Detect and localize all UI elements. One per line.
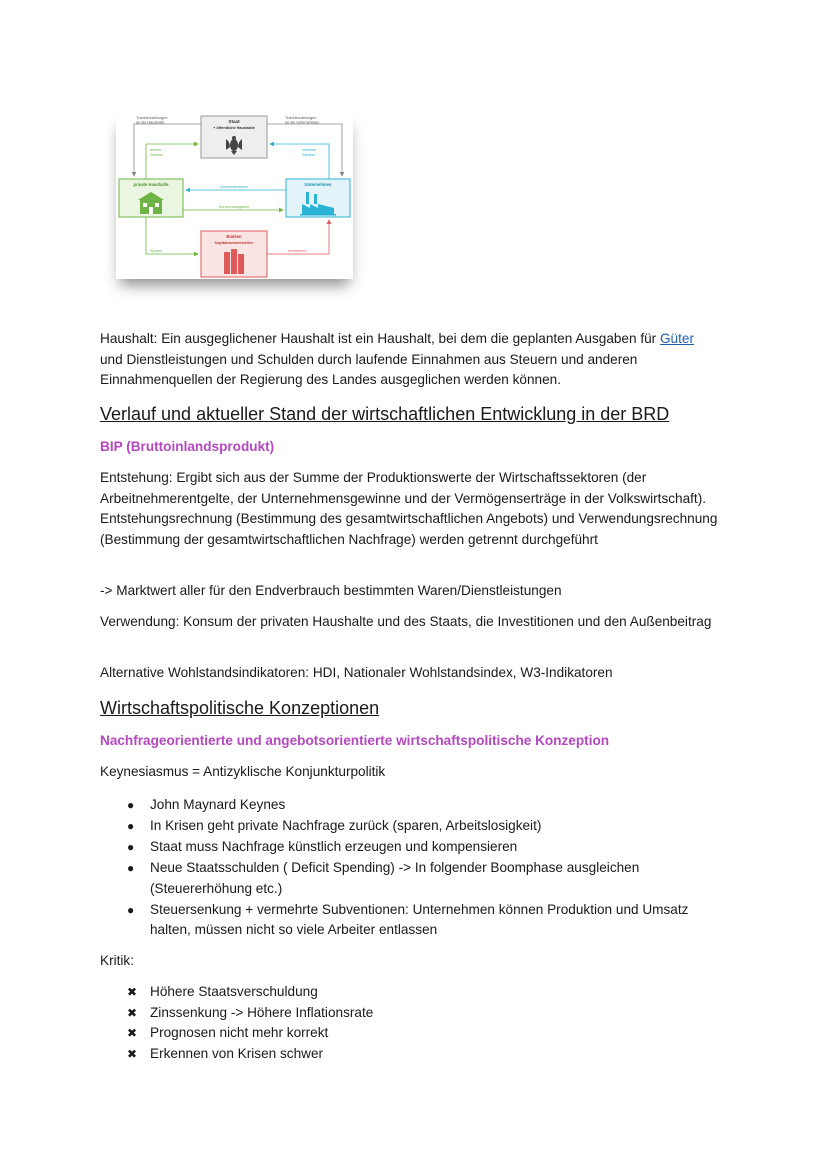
bullet-item-text: In Krisen geht private Nachfrage zurück (sparen, Arbeitslosigkeit): [150, 818, 542, 834]
entstehung-paragraph: Entstehung: Ergibt sich aus der Summe der Produktionswerte der Wirtschaftssektoren (der Arbeitnehmerentgelte, der Unternehmensgewinne und der Vermögenserträge in der Volkswirtschaft). Entstehungsrechnung (Bestimmung des gesamtwirtschaftlichen Angebots) und Verwendungsrechnung (Bestimmung der gesamtwirtschaftlichen Nachfrage) werden getrennt durchgeführt: [100, 470, 718, 547]
kritik-item: [100, 1003, 720, 1024]
bullet-item: [100, 837, 720, 858]
bullet-item-text: Steuersenkung + vermehrte Subventionen: Unternehmen können Produktion und Umsatz halten, müssen nicht so viele Arbeiter entlassen: [150, 901, 689, 938]
verwendung-paragraph: Verwendung: Konsum der privaten Haushalte und des Staats, die Investitionen und den Außenbeitrag: [100, 614, 712, 629]
bullet-item: [100, 900, 720, 941]
bullet-item-marker-icon: ●: [127, 798, 135, 812]
haushalte-title: private Haushalte: [133, 182, 169, 187]
bullet-item: [100, 816, 720, 837]
bullet-item-marker-icon: ●: [127, 840, 135, 855]
gueter-link[interactable]: Güter: [659, 331, 694, 346]
flow-sparen: [146, 217, 198, 254]
node-unternehmen: [286, 179, 350, 217]
haushalt-paragraph: [100, 329, 720, 391]
haushalt-text-end: und Dienstleistungen und Schulden durch laufende Einnahmen aus Steuern und anderen Einnahmenquellen der Regierung des Landes ausgeglichen werden können.: [100, 351, 638, 387]
bullet-item: [100, 795, 720, 816]
direkte-label-2: Steuern: [150, 153, 164, 157]
konsumausgaben-label: Konsumausgaben: [218, 205, 250, 209]
transfer-unternehmen-label-2: an die Unternehmen: [285, 120, 320, 125]
volkseinkommen-label: Volkseinkommen: [219, 185, 249, 189]
kritik-label: Kritik:: [100, 953, 134, 968]
kritik-item-text: Höhere Staatsverschuldung: [150, 984, 318, 999]
flow-transfer-unternehmen: [267, 116, 342, 176]
sparen-label: Sparen: [150, 249, 163, 253]
flow-volkseinkommen: [186, 185, 286, 190]
indirekte-label-1: indirekte: [302, 148, 317, 152]
heading-konzeptionen: Wirtschaftspolitische Konzeptionen: [100, 698, 380, 718]
kritik-item-marker-icon: ✖: [127, 1046, 138, 1061]
kritik-item-marker-icon: ✖: [127, 1026, 138, 1040]
staat-title: Staat: [228, 119, 240, 124]
subheading-konzeption: Nachfrageorientierte und angebotsorientierte wirtschaftspolitische Konzeption: [100, 733, 610, 748]
node-staat: [201, 116, 267, 158]
marktwert-paragraph: -> Marktwert aller für den Endverbrauch bestimmten Waren/Dienstleistungen: [100, 583, 562, 598]
transfer-haushalte-label-1: Transferzahlungen: [136, 116, 168, 120]
flow-direkte-steuern: [146, 144, 198, 179]
banken-subtitle: Kapitalsammelstellen: [214, 241, 254, 245]
subheading-bip: BIP (Bruttoinlandsprodukt): [100, 439, 275, 454]
bullet-item: [100, 858, 720, 899]
bullet-item-marker-icon: ●: [127, 902, 135, 917]
indirekte-label-2: Steuern: [302, 153, 316, 157]
kritik-item: [100, 1023, 720, 1044]
investieren-label: Investieren: [288, 249, 307, 253]
circular-flow-svg: [116, 114, 353, 279]
node-haushalte: [119, 179, 183, 217]
keynes-bullet-list: [100, 795, 720, 941]
kritik-item-marker-icon: ✖: [127, 985, 138, 999]
flow-konsumausgaben: [183, 205, 283, 210]
transfer-haushalte-label-2: an die Haushalte: [136, 120, 165, 125]
banken-title: Banken: [226, 234, 242, 239]
kritik-list: [100, 982, 720, 1064]
bullet-item-text: Neue Staatsschulden ( Deficit Spending) -> In folgender Boomphase ausgleichen (Steuererhöhung etc.): [150, 860, 640, 896]
flow-transfer-haushalte: [134, 116, 201, 176]
kritik-item-text: Prognosen nicht mehr korrekt: [150, 1025, 329, 1040]
node-banken: [201, 231, 267, 277]
heading-verlauf: Verlauf und aktueller Stand der wirtschaftlichen Entwicklung in der BRD: [100, 404, 670, 424]
alternative-paragraph: Alternative Wohlstandsindikatoren: HDI, Nationaler Wohlstandsindex, W3-Indikatoren: [100, 665, 613, 680]
circular-flow-diagram: [116, 114, 353, 279]
bullet-item-marker-icon: ●: [127, 861, 135, 876]
kritik-item-text: Erkennen von Krisen schwer: [150, 1045, 324, 1061]
haushalt-text-start: Haushalt: Ein ausgeglichener Haushalt ist ein Haushalt, bei dem die geplanten Ausgaben für: [100, 331, 660, 346]
direkte-label-1: direkte: [150, 148, 162, 152]
kritik-item: [100, 1044, 720, 1065]
keynes-paragraph: Keynesiasmus = Antizyklische Konjunkturpolitik: [100, 764, 386, 779]
bullet-item-text: Staat muss Nachfrage künstlich erzeugen und kompensieren: [150, 839, 518, 855]
transfer-unternehmen-label-1: Transferzahlungen: [285, 116, 317, 120]
unternehmen-title: Unternehmen: [304, 182, 332, 187]
bullet-item-marker-icon: ●: [127, 819, 135, 834]
staat-subtitle: + öffentliche Haushalte: [213, 126, 255, 130]
kritik-item: [100, 982, 720, 1003]
bullet-item-text: John Maynard Keynes: [150, 797, 286, 812]
flow-investieren: [267, 220, 329, 254]
kritik-item-text: Zinssenkung -> Höhere Inflationsrate: [150, 1004, 374, 1020]
flow-indirekte-steuern: [270, 144, 329, 179]
kritik-item-marker-icon: ✖: [127, 1005, 138, 1020]
